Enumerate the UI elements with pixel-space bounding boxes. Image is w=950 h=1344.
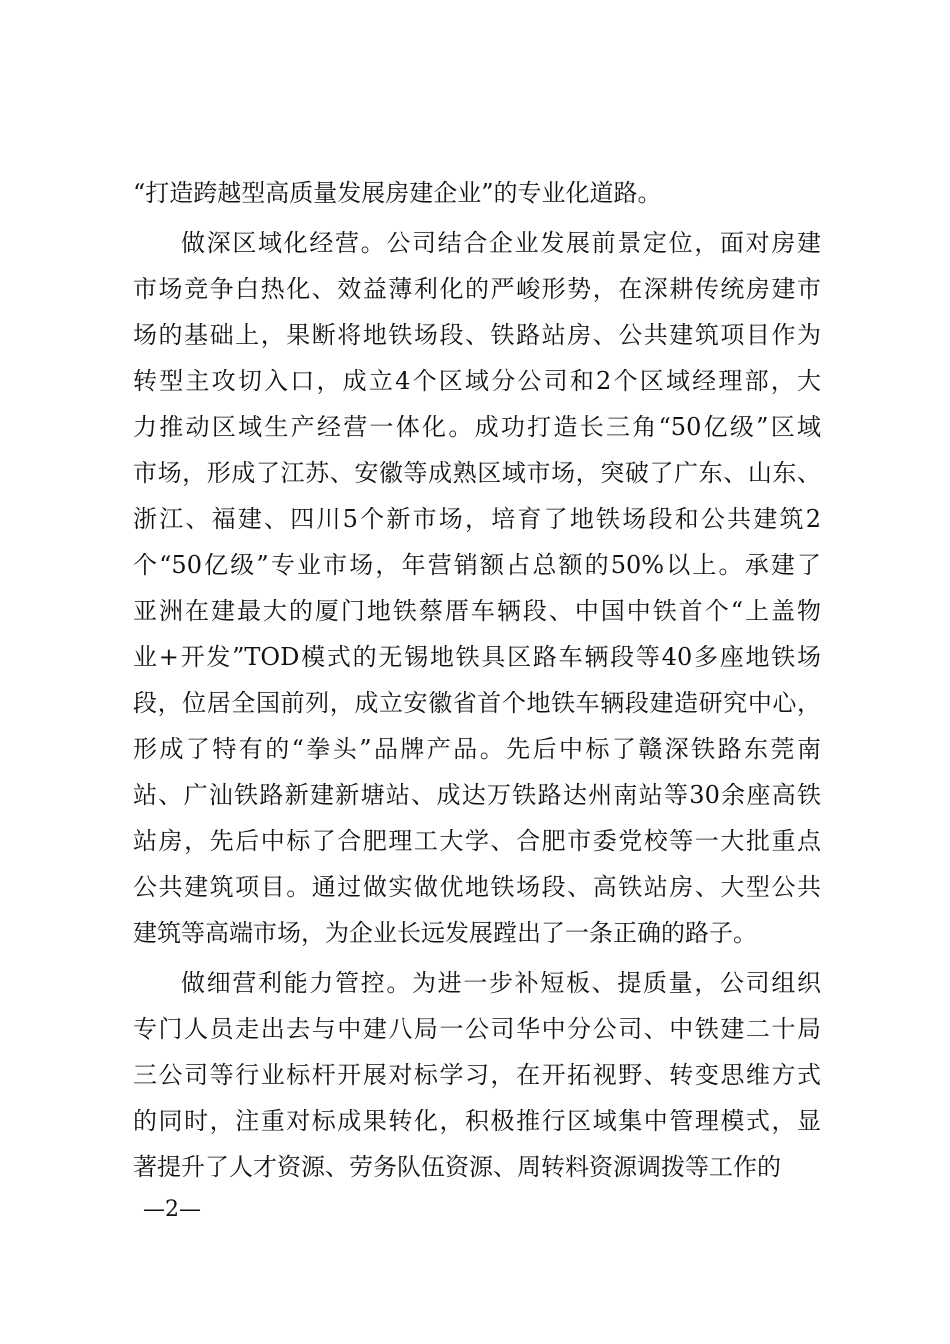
text-line: 的同时，注重对标成果转化，积极推行区域集中管理模式，显 xyxy=(133,1107,821,1135)
text-line: 场的基础上，果断将地铁场段、铁路站房、公共建筑项目作为 xyxy=(133,321,821,349)
text-line: 站房，先后中标了合肥理工大学、合肥市委党校等一大批重点 xyxy=(133,827,821,855)
text-line: 公共建筑项目。通过做实做优地铁场段、高铁站房、大型公共 xyxy=(133,873,821,901)
text-line: 形成了特有的“拳头”品牌产品。先后中标了赣深铁路东莞南 xyxy=(133,735,821,763)
text-line: 专门人员走出去与中建八局一公司华中分公司、中铁建二十局 xyxy=(133,1015,821,1043)
text-line: 市场，形成了江苏、安徽等成熟区域市场，突破了广东、山东、 xyxy=(133,459,821,487)
text-line: 转型主攻切入口，成立4个区域分公司和2个区域经理部，大 xyxy=(133,367,821,395)
text-line: 做深区域化经营。公司结合企业发展前景定位，面对房建 xyxy=(181,229,821,257)
text-line: 做细营利能力管控。为进一步补短板、提质量，公司组织 xyxy=(181,969,821,997)
text-line: 站、广汕铁路新建新塘站、成达万铁路达州南站等30余座高铁 xyxy=(133,781,821,809)
text-line: 业+开发”TOD模式的无锡地铁具区路车辆段等40多座地铁场 xyxy=(133,643,821,671)
page-number: —2— xyxy=(143,1197,201,1222)
text-line: 力推动区域生产经营一体化。成功打造长三角“50亿级”区域 xyxy=(133,413,821,441)
text-line: “打造跨越型高质量发展房建企业”的专业化道路。 xyxy=(133,179,662,207)
text-line: 亚洲在建最大的厦门地铁蔡厝车辆段、中国中铁首个“上盖物 xyxy=(133,597,821,625)
text-line: 浙江、福建、四川5个新市场，培育了地铁场段和公共建筑2 xyxy=(133,505,821,533)
text-line: 建筑等高端市场，为企业长远发展蹚出了一条正确的路子。 xyxy=(133,919,757,947)
text-line: 三公司等行业标杆开展对标学习，在开拓视野、转变思维方式 xyxy=(133,1061,821,1089)
text-line: 著提升了人才资源、劳务队伍资源、周转料资源调拨等工作的 xyxy=(133,1153,781,1181)
text-line: 市场竞争白热化、效益薄利化的严峻形势，在深耕传统房建市 xyxy=(133,275,821,303)
text-line: 段，位居全国前列，成立安徽省首个地铁车辆段建造研究中心， xyxy=(133,689,821,717)
text-line: 个“50亿级”专业市场，年营销额占总额的50%以上。承建了 xyxy=(133,551,821,579)
